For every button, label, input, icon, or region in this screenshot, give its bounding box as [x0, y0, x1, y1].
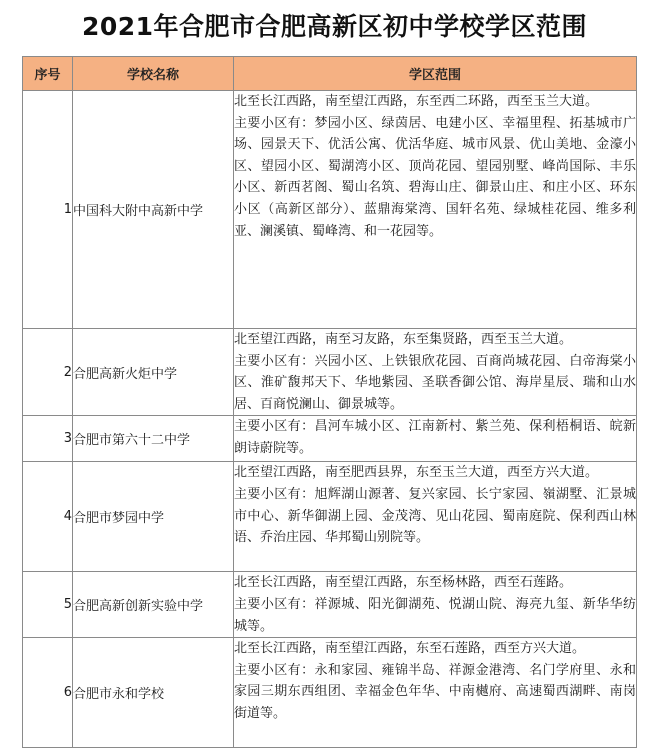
school-name: 合肥高新火炬中学	[73, 329, 234, 416]
header-school-name: 学校名称	[73, 57, 234, 91]
row-index: 4	[23, 462, 73, 572]
table-row	[23, 462, 637, 572]
school-district-table	[22, 56, 637, 748]
school-name: 合肥市第六十二中学	[73, 416, 234, 462]
district-scope	[234, 416, 637, 462]
row-index: 1	[23, 91, 73, 329]
district-scope	[234, 462, 637, 572]
row-index: 3	[23, 416, 73, 462]
table-row	[23, 329, 637, 416]
scope-boundary: 北至望江西路，南至习友路，东至集贤路，西至玉兰大道。	[234, 332, 573, 347]
row-index: 6	[23, 638, 73, 748]
district-scope	[234, 329, 637, 416]
table-row	[23, 638, 637, 748]
school-name: 合肥市梦园中学	[73, 462, 234, 572]
page-title: 2021年合肥市合肥高新区初中学校学区范围	[81, 12, 588, 41]
table-row	[23, 91, 637, 329]
scope-boundary: 北至望江西路，南至肥西县界，东至玉兰大道，西至方兴大道。	[234, 465, 599, 481]
district-scope	[234, 638, 637, 748]
scope-communities: 主要小区有：兴园小区、上铁银欣花园、百商尚城花园、白帝海棠小区、淮矿馥邦天下、华地紫园、圣联香御公馆、海岸星辰、瑞和山水居、百商悦澜山、御景城等。	[234, 353, 636, 412]
table-row	[23, 572, 637, 638]
table-header-row	[23, 57, 637, 91]
row-index: 2	[23, 329, 73, 416]
scope-boundary: 北至长江西路，南至望江西路，东至杨林路，西至石莲路。	[234, 575, 573, 591]
scope-communities: 主要小区有：永和家园、雍锦半岛、祥源金港湾、名门学府里、永和家园三期东西组团、幸福金色年华、中南樾府、高速蜀西湖畔、南岗街道等。	[234, 662, 636, 721]
row-index: 5	[23, 572, 73, 638]
table-row	[23, 416, 637, 462]
scope-communities: 主要小区有：祥源城、阳光御湖苑、悦湖山院、海亮九玺、新华华纺城等。	[234, 596, 636, 634]
header-district-scope: 学区范围	[234, 57, 637, 91]
school-name: 合肥市永和学校	[73, 638, 234, 748]
district-scope	[234, 91, 637, 329]
scope-communities: 主要小区有：旭辉湖山源著、复兴家园、长宁家园、嶺湖墅、汇景城市中心、新华御湖上园、金茂湾、见山花园、蜀南庭院、保利西山林语、乔治庄园、华邦蜀山别院等。	[234, 486, 636, 546]
scope-boundary: 北至长江西路，南至望江西路，东至西二环路，西至玉兰大道。	[234, 94, 599, 109]
scope-boundary: 北至长江西路，南至望江西路，东至石莲路，西至方兴大道。	[234, 641, 586, 657]
school-name: 合肥高新创新实验中学	[73, 572, 234, 638]
header-index: 序号	[23, 57, 73, 91]
district-scope	[234, 572, 637, 638]
scope-communities: 主要小区有：梦园小区、绿茵居、电建小区、幸福里程、拓基城市广场、园景天下、优活公寓、优活华庭、城市风景、优山美地、金濠小区、望园小区、蜀湖湾小区、顶尚花园、望园别墅、峰尚国际、丰乐小区、新西茗阁、蜀山名筑、碧海山庄、御景山庄、和庄小区、环东小区（高新区部分）、蓝鼎海棠湾、国轩名苑、绿城桂花园、维多利亚、澜溪镇、蜀峰湾、和一花园等。	[234, 115, 636, 239]
scope-communities: 主要小区有：昌河车城小区、江南新村、紫兰苑、保利梧桐语、皖新朗诗蔚院等。	[234, 419, 636, 456]
school-name: 中国科大附中高新中学	[73, 91, 234, 329]
